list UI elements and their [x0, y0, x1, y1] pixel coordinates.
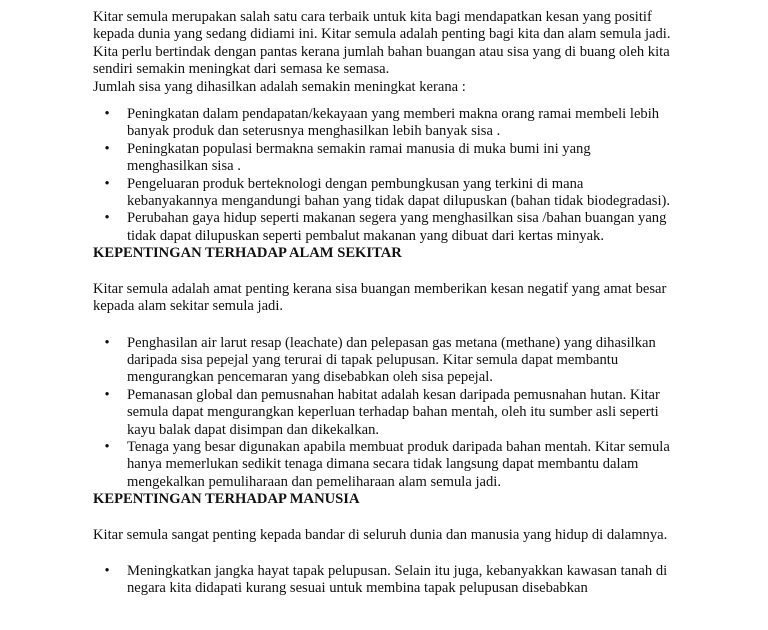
- intro-paragraph: Kitar semula merupakan salah satu cara terbaik untuk kita bagi mendapatkan kesan yang positif kepada dunia yang sedang didiami ini. Kitar semula adalah penting bagi kita dan alam semula jadi. Kita perlu bertindak dengan pantas kerana jumlah bahan buangan atau sisa yang di buang oleh kita sendiri semakin meningkat dari semasa ke semasa.: [93, 9, 671, 78]
- intro-section: [93, 9, 673, 96]
- bullet-icon: •: [104, 562, 110, 579]
- bullet-icon: •: [104, 334, 110, 351]
- list-item-text: Peningkatan dalam pendapatan/kekayaan yang memberi makna orang ramai membeli lebih banyak produk dan seterusnya menghasilkan lebih banyak sisa .: [127, 106, 660, 140]
- list-item: [93, 106, 673, 141]
- list-item-text: Pengeluaran produk berteknologi dengan pembungkusan yang terkini di mana kebanyakannya mengandungi bahan yang tidak dapat dilupuskan (bahan tidak biodegradasi).: [127, 175, 671, 210]
- list-item-text: Pemanasan global dan pemusnahan habitat adalah kesan daripada pemusnahan hutan. Kitar semula dapat mengurangkan keperluan terhadap bahan mentah, oleh itu sumber asli seperti kayu balak dapat disimpan dan dikekalkan.: [127, 386, 660, 438]
- bullet-icon: •: [104, 438, 110, 455]
- environment-heading: KEPENTINGAN TERHADAP ALAM SEKITAR: [93, 245, 402, 262]
- list-item: [93, 387, 673, 439]
- list-item: [93, 141, 673, 176]
- list-item-text: Tenaga yang besar digunakan apabila membuat produk daripada bahan mentah. Kitar semula hanya memerlukan sedikit tenaga dimana secara tidak langsung dapat membantu dalam mengekalkan pemuliharaan dan pemeliharaan alam semula jadi.: [127, 438, 670, 490]
- list-item: [93, 176, 673, 211]
- list-item-text: Meningkatkan jangka hayat tapak pelupusan. Selain itu juga, kebanyakkan kawasan tanah di negara kita didapati kurang sesuai untuk membina tapak pelupusan disebabkan: [127, 562, 668, 597]
- bullet-icon: •: [104, 140, 110, 157]
- causes-list: [93, 106, 673, 245]
- document-page: [93, 9, 673, 598]
- bullet-icon: •: [104, 106, 110, 123]
- human-list: [93, 563, 673, 598]
- list-item-text: Perubahan gaya hidup seperti makanan segera yang menghasilkan sisa /bahan buangan yang tidak dapat dilupuskan seperti pembalut makanan yang dibuat dari kertas minyak.: [127, 210, 667, 244]
- list-item: [93, 439, 673, 491]
- bullet-icon: •: [104, 386, 110, 403]
- intro-lead-in: Jumlah sisa yang dihasilkan adalah semakin meningkat kerana :: [93, 78, 466, 95]
- bullet-icon: •: [104, 175, 110, 192]
- bullet-icon: •: [104, 210, 110, 227]
- list-item: [93, 210, 673, 245]
- list-item: [93, 563, 673, 598]
- human-intro: Kitar semula sangat penting kepada bandar di seluruh dunia dan manusia yang hidup di dalamnya.: [93, 526, 668, 543]
- environment-intro: Kitar semula adalah amat penting kerana sisa buangan memberikan kesan negatif yang amat besar kepada alam sekitar semula jadi.: [93, 280, 667, 315]
- list-item: [93, 335, 673, 387]
- human-heading: KEPENTINGAN TERHADAP MANUSIA: [93, 491, 360, 508]
- list-item-text: Penghasilan air larut resap (leachate) dan pelepasan gas metana (methane) yang dihasilkan daripada sisa pepejal yang terurai di tapak pelupusan. Kitar semula dapat membantu mengurangkan pencemaran yang disebabkan oleh sisa pepejal.: [127, 334, 656, 386]
- list-item-text: Peningkatan populasi bermakna semakin ramai manusia di muka bumi ini yang menghasilkan sisa .: [127, 140, 591, 175]
- environment-list: [93, 335, 673, 492]
